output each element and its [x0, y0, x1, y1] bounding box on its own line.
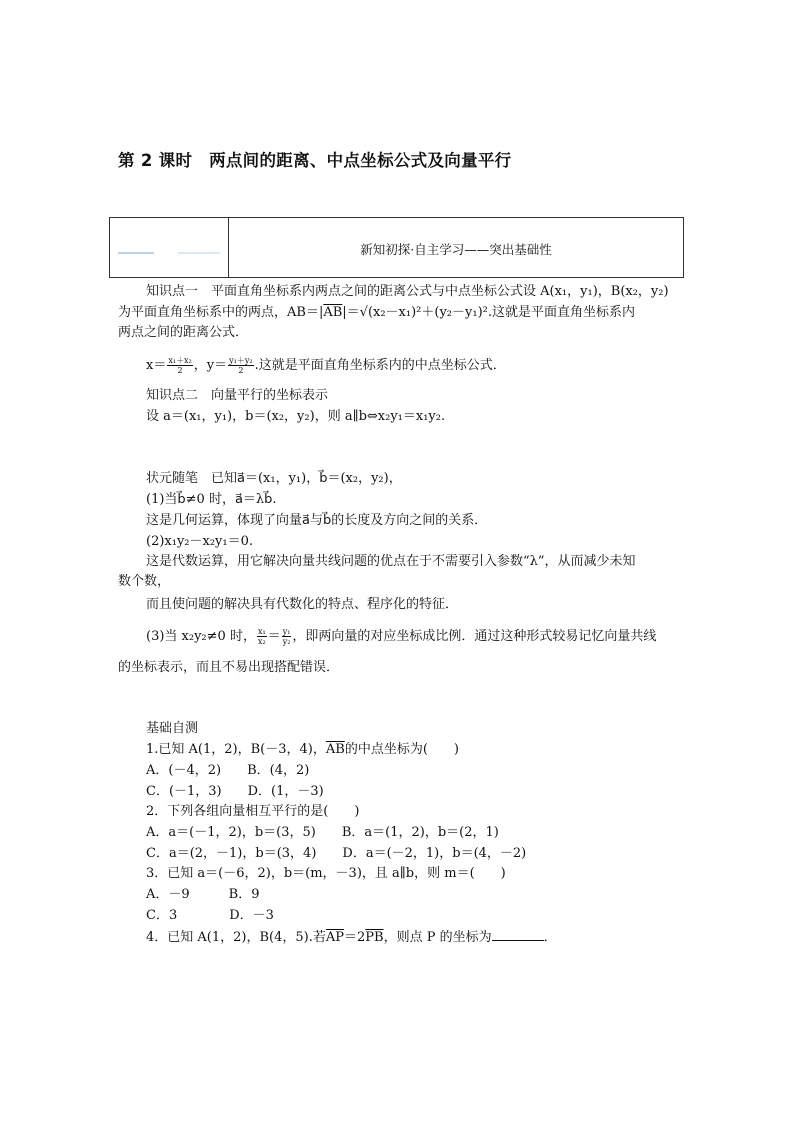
- banner-label: 新知初探·自主学习——突出基础性: [360, 242, 552, 257]
- q2-options-cd: C．a＝(2，－1)，b＝(3，4) D．a＝(－2，1)，b＝(4，－2): [146, 846, 527, 861]
- test-heading: 基础自测: [146, 721, 199, 736]
- q3-options-ab: A．－9 B．9: [146, 887, 260, 902]
- midpoint-x-fraction: [167, 356, 192, 375]
- banner-decoration: [118, 252, 154, 254]
- k1-line1: 知识点一 平面直角坐标系内两点之间的距离公式与中点坐标公式设 A(x₁，y₁)，B(x₂，y₂): [146, 284, 669, 299]
- ratio-y-fraction: [282, 627, 292, 646]
- midpoint-x-label: x＝: [146, 358, 167, 373]
- notes-line2: (1)当b⃗≠0 时，a⃗＝λb⃗.: [146, 492, 277, 507]
- notes-line3: 这是几何运算，体现了向量a⃗与b⃗的长度及方向之间的关系．: [146, 513, 488, 528]
- q4-mid: ＝2: [344, 930, 366, 945]
- midpoint-y-numerator: y₁＋y₂: [229, 356, 253, 365]
- k2-line: 设 a＝(x₁，y₁)，b＝(x₂，y₂)，则 a∥b⇔x₂y₁＝x₁y₂.: [146, 409, 446, 424]
- section-banner: [109, 217, 684, 278]
- vector-ab: $\overline{AB}$: [325, 742, 345, 757]
- k1-line2-pre: 为平面直角坐标系中的两点，AB＝|: [118, 305, 324, 320]
- page-title: 第 2 课时 两点间的距离、中点坐标公式及向量平行: [118, 151, 512, 170]
- ratio-x-denominator: x₂: [257, 637, 266, 646]
- q1-post: 的中点坐标为( ): [344, 742, 459, 757]
- notes-line8-post: ，即两向量的对应坐标成比例．通过这种形式较易记忆向量共线: [292, 629, 657, 644]
- question-3: 3．已知 a＝(－6，2)，b＝(m，－3)，且 a∥b，则 m＝( ): [146, 866, 506, 881]
- k2-heading: 知识点二 向量平行的坐标表示: [146, 388, 329, 403]
- k1-line2-post: |＝√(x₂－x₁)²＋(y₂－y₁)².这就是平面直角坐标系内: [342, 305, 635, 320]
- notes-line8-pre: (3)当 x₂y₂≠0 时，: [146, 629, 256, 644]
- notes-line8: [146, 627, 656, 646]
- q4-end: ．: [543, 930, 557, 945]
- notes-line4: (2)x₁y₂－x₂y₁＝0.: [146, 534, 254, 549]
- midpoint-y-label: ，y＝: [193, 358, 228, 373]
- ratio-x-fraction: [257, 627, 267, 646]
- midpoint-y-denominator: 2: [238, 366, 244, 375]
- midpoint-formula: [146, 356, 506, 375]
- answer-blank: [492, 928, 544, 941]
- ratio-equals: ＝: [267, 629, 281, 644]
- notes-line6: 数个数，: [118, 574, 171, 589]
- ratio-y-numerator: y₁: [282, 627, 291, 636]
- notes-line7: 而且使问题的解决具有代数化的特点、程序化的特征．: [146, 597, 459, 612]
- question-1: [146, 741, 459, 759]
- notes-line9: 的坐标表示，而且不易出现搭配错误．: [118, 660, 340, 675]
- vector-pb: $\overline{PB}$: [365, 930, 384, 945]
- question-2: 2．下列各组向量相互平行的是( ): [146, 804, 360, 819]
- question-4: [146, 928, 557, 947]
- q1-pre: 1.已知 A(1，2)，B(－3，4)，: [146, 742, 326, 757]
- notes-line5: 这是代数运算，用它解决向量共线问题的优点在于不需要引入参数“λ”，从而减少未知: [146, 554, 636, 569]
- notes-line1: 状元随笔 已知a⃗＝(x₁，y₁)，b⃗＝(x₂，y₂)，: [146, 471, 402, 486]
- q2-options-ab: A．a＝(－1，2)，b＝(3，5) B．a＝(1，2)，b＝(2，1): [146, 825, 499, 840]
- midpoint-x-numerator: x₁＋x₂: [168, 356, 192, 365]
- vector-ab: $\overline{AB}$: [323, 305, 343, 320]
- ratio-y-denominator: y₂: [282, 637, 291, 646]
- q4-post: ，则点 P 的坐标为: [383, 930, 492, 945]
- k1-line2: [118, 304, 635, 322]
- q4-pre: 4．已知 A(1，2)，B(4，5).若: [146, 930, 326, 945]
- vector-ap: $\overline{AP}$: [325, 930, 344, 945]
- midpoint-post: .这就是平面直角坐标系内的中点坐标公式．: [254, 358, 506, 373]
- q1-options-cd: C．(－1，3) D．(1，－3): [146, 784, 324, 799]
- midpoint-y-fraction: [228, 356, 253, 375]
- midpoint-x-denominator: 2: [177, 366, 183, 375]
- k1-line3: 两点之间的距离公式．: [118, 325, 249, 340]
- ratio-x-numerator: x₁: [257, 627, 266, 636]
- banner-decoration: [178, 252, 220, 254]
- q1-options-ab: A．(－4，2) B．(4，2): [146, 763, 310, 778]
- q3-options-cd: C．3 D．－3: [146, 908, 274, 923]
